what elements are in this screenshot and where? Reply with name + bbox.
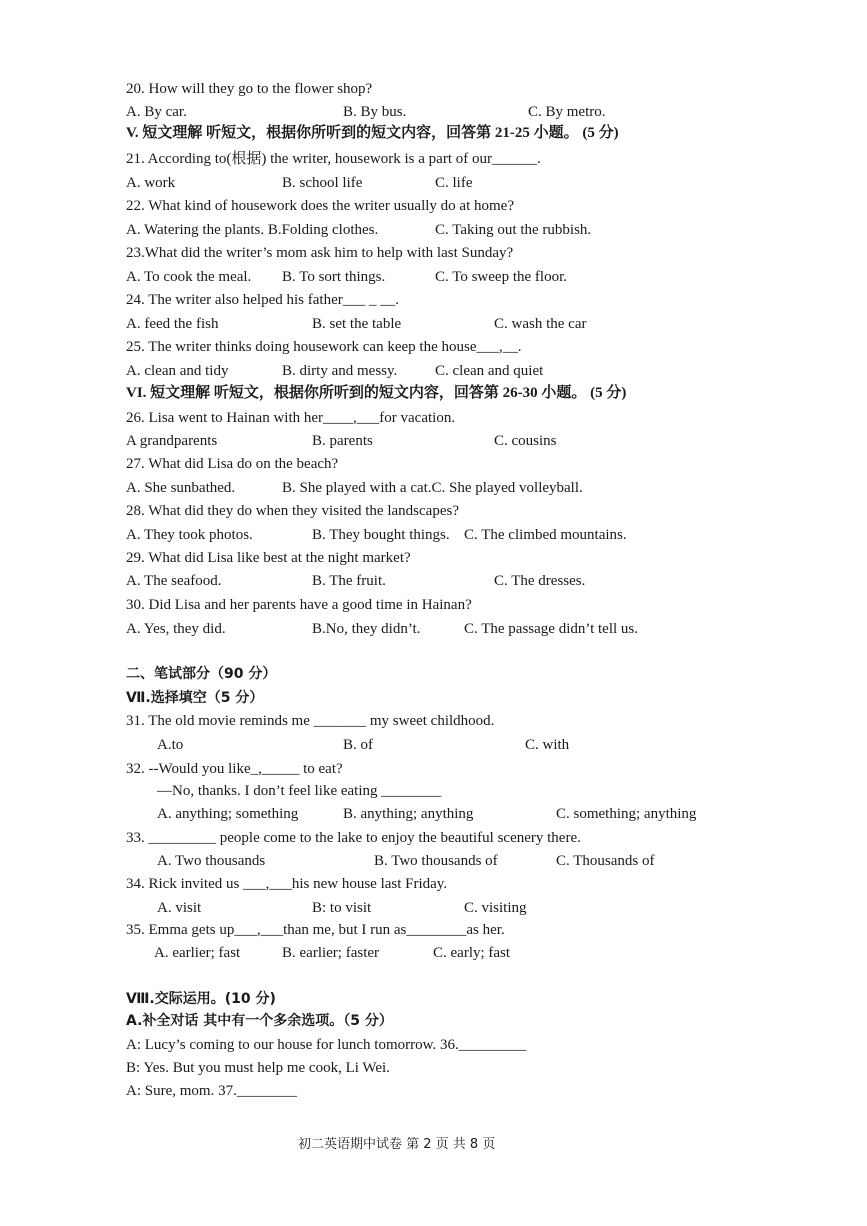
question-text: A: Lucy’s coming to our house for lunch tomorrow. 36._________ <box>126 1037 527 1053</box>
answer-option: A grandparents <box>126 433 218 449</box>
question-text: 33. _________ people come to the lake to enjoy the beautiful scenery there. <box>126 830 581 846</box>
question-text: 35. Emma gets up___,___than me, but I run as________as her. <box>126 922 505 938</box>
section-heading: Ⅷ.交际运用。(10 分) <box>126 991 276 1007</box>
answer-option: C. The dresses. <box>494 573 586 589</box>
answer-option: C. early; fast <box>433 945 511 961</box>
question-text: 22. What kind of housework does the writer usually do at home? <box>126 198 514 214</box>
answer-option: B. By bus. <box>343 104 407 120</box>
answer-option: C. To sweep the floor. <box>435 269 567 285</box>
answer-option: C. with <box>525 737 570 753</box>
answer-option: A. They took photos. <box>126 527 253 543</box>
answer-option: C. clean and quiet <box>435 363 544 379</box>
answer-option: C. cousins <box>494 433 557 449</box>
answer-option: B. anything; anything <box>343 806 474 822</box>
question-text: 28. What did they do when they visited the landscapes? <box>126 503 459 519</box>
answer-option: A. work <box>126 175 176 191</box>
answer-option: B: to visit <box>312 900 372 916</box>
answer-option: A. visit <box>157 900 202 916</box>
answer-option: B. Two thousands of <box>374 853 498 869</box>
answer-option: A. The seafood. <box>126 573 222 589</box>
section-heading: 二、笔试部分（90 分） <box>126 666 277 682</box>
question-text: B: Yes. But you must help me cook, Li Wei. <box>126 1060 390 1076</box>
answer-option: A. anything; something <box>157 806 299 822</box>
answer-option: C. Thousands of <box>556 853 655 869</box>
answer-option: C. life <box>435 175 473 191</box>
answer-option: A. Two thousands <box>157 853 266 869</box>
question-text: 26. Lisa went to Hainan with her____,___for vacation. <box>126 410 456 426</box>
answer-option: C. something; anything <box>556 806 697 822</box>
page-footer: 初二英语期中试卷 第 2 页 共 8 页 <box>298 1137 496 1152</box>
answer-option: B. To sort things. <box>282 269 386 285</box>
answer-option: B. dirty and messy. <box>282 363 398 379</box>
answer-option: B. school life <box>282 175 363 191</box>
question-text: 20. How will they go to the flower shop? <box>126 81 373 97</box>
question-text: 29. What did Lisa like best at the night market? <box>126 550 411 566</box>
answer-option: A. clean and tidy <box>126 363 229 379</box>
answer-option: B. The fruit. <box>312 573 386 589</box>
answer-option: B. of <box>343 737 373 753</box>
question-text: 27. What did Lisa do on the beach? <box>126 456 339 472</box>
question-text: 34. Rick invited us ___,___his new house last Friday. <box>126 876 448 892</box>
answer-option: B. They bought things. <box>312 527 450 543</box>
answer-option: C. The passage didn’t tell us. <box>464 621 639 637</box>
answer-option: C. By metro. <box>528 104 606 120</box>
question-text: 21. According to(根据) the writer, housework is a part of our______. <box>126 151 541 167</box>
answer-option: B. set the table <box>312 316 402 332</box>
question-text: 23.What did the writer’s mom ask him to help with last Sunday? <box>126 245 514 261</box>
answer-option: C. wash the car <box>494 316 587 332</box>
answer-option: B. She played with a cat.C. She played volleyball. <box>282 480 583 496</box>
answer-option: A. feed the fish <box>126 316 219 332</box>
answer-option: B.No, they didn’t. <box>312 621 421 637</box>
question-text: 32. --Would you like_,_____ to eat? <box>126 761 343 777</box>
question-text: 30. Did Lisa and her parents have a good time in Hainan? <box>126 597 472 613</box>
question-text: 24. The writer also helped his father___ _ __. <box>126 292 399 308</box>
section-heading: Ⅶ.选择填空（5 分） <box>126 690 264 706</box>
question-text: 25. The writer thinks doing housework can keep the house___,__. <box>126 339 522 355</box>
answer-option: A. Yes, they did. <box>126 621 226 637</box>
answer-option: B. parents <box>312 433 373 449</box>
answer-option: C. Taking out the rubbish. <box>435 222 592 238</box>
answer-option: A. To cook the meal. <box>126 269 252 285</box>
answer-option: A. Watering the plants. B.Folding clothes. <box>126 222 379 238</box>
answer-option: A. By car. <box>126 104 187 120</box>
section-heading: V. 短文理解 听短文，根据你所听到的短文内容，回答第 21-25 小题。 (5 分) <box>126 125 619 141</box>
answer-option: A.to <box>157 737 184 753</box>
answer-option: C. The climbed mountains. <box>464 527 627 543</box>
section-heading: VI. 短文理解 听短文，根据你所听到的短文内容，回答第 26-30 小题。 (5 分) <box>126 385 627 401</box>
answer-option: A. She sunbathed. <box>126 480 236 496</box>
answer-option: C. visiting <box>464 900 527 916</box>
question-text: A: Sure, mom. 37.________ <box>126 1083 297 1099</box>
question-text: —No, thanks. I don’t feel like eating ________ <box>157 783 442 799</box>
question-text: 31. The old movie reminds me _______ my sweet childhood. <box>126 713 495 729</box>
answer-option: A. earlier; fast <box>154 945 241 961</box>
section-heading: A.补全对话 其中有一个多余选项。（5 分） <box>126 1013 393 1029</box>
answer-option: B. earlier; faster <box>282 945 380 961</box>
